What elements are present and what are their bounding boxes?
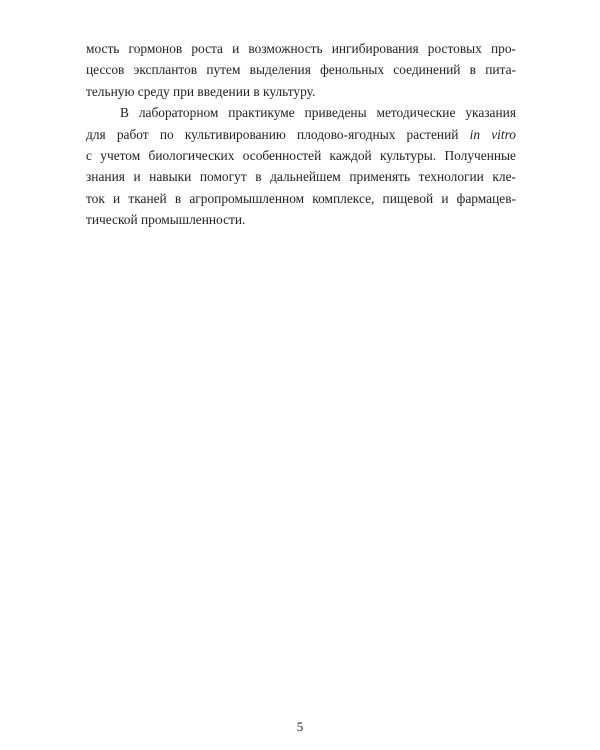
paragraph-1: [86, 38, 516, 102]
text-line: знания и навыки помогут в дальнейшем применять технологии кле-: [86, 169, 516, 185]
text-line: с учетом биологических особенностей каждой культуры. Полученные: [86, 148, 516, 164]
text-line: цессов эксплантов путем выделения фенольных соединений в пита-: [86, 62, 516, 78]
paragraph-2: [86, 102, 516, 230]
text-line: тельную среду при введении в культуру.: [86, 83, 316, 99]
page-number: 5: [296, 719, 304, 734]
text-line: [86, 124, 516, 145]
italic-term: in vitro: [469, 126, 516, 142]
text-line: В лабораторном практикуме приведены методические указания: [120, 105, 516, 121]
text-fragment: для работ по культивированию плодово-ягодных растений: [86, 126, 470, 142]
text-line: ток и тканей в агропромышленном комплексе, пищевой и фармацев-: [86, 190, 516, 206]
text-line: тической промышленности.: [86, 212, 246, 228]
body-text: [86, 38, 516, 231]
text-line: мость гормонов роста и возможность ингибирования ростовых про-: [86, 41, 516, 56]
